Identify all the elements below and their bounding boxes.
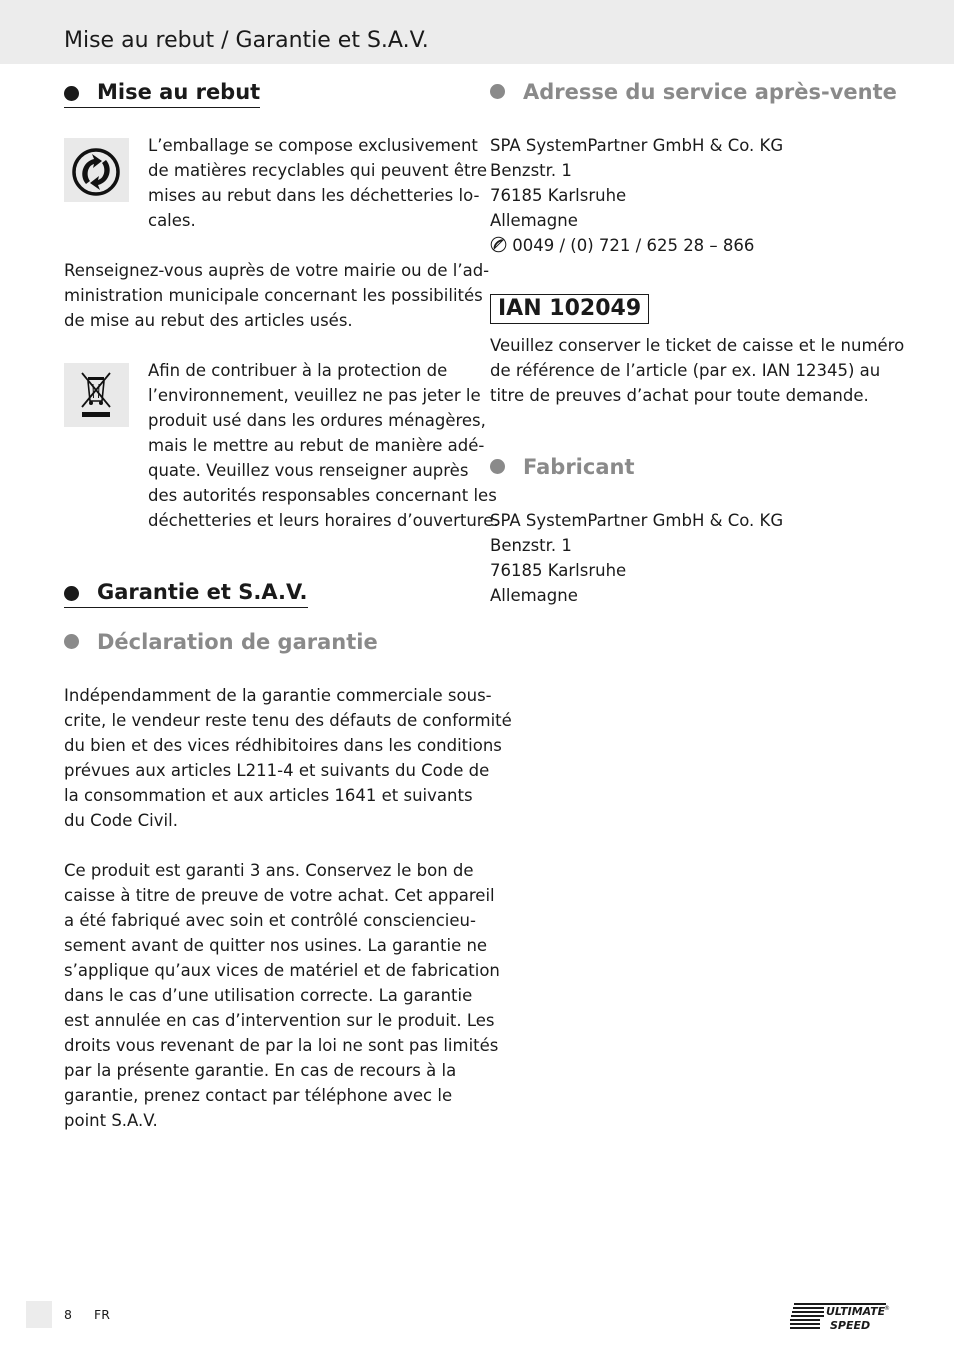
ian-label-box: IAN 102049 xyxy=(490,294,649,324)
subheading-bullet xyxy=(490,459,505,474)
warranty-heading xyxy=(64,580,308,608)
subheading-bullet xyxy=(490,84,505,99)
packaging-text: L’emballage se compose exclusivement de matières recyclables qui peuvent être mises au rebut dans les déchetteries lo- cales. xyxy=(148,136,488,230)
heading-bullet xyxy=(64,586,79,601)
recycle-icon-box xyxy=(64,138,129,202)
logo-registered-mark: ® xyxy=(884,1305,890,1312)
service-address-heading xyxy=(490,80,897,104)
service-phone: 0049 / (0) 721 / 625 28 – 866 xyxy=(512,236,755,255)
warranty-declaration-heading xyxy=(64,630,378,654)
manufacturer-heading-text: Fabricant xyxy=(523,455,635,479)
logo-word-ultimate: ULTIMATE xyxy=(826,1305,886,1318)
service-address: SPA SystemPartner GmbH & Co. KG Benzstr. 1 76185 Karlsruhe Allemagne 0049 / (0) 721 / 625 28 – 866 xyxy=(490,133,783,258)
warranty-para-2: Ce produit est garanti 3 ans. Conservez le bon de caisse à titre de preuve de votre achat. Cet appareil a été fabriqué avec soin et contrôlé consciencieu- sement avant de quitter nos usines. La garantie ne s’applique qu’aux vices de matériel et de fabrication dans le cas d’une utilisation correcte. La garantie est annulée en cas d’intervention sur le produit. Les droits vous revenant de par la loi ne sont pas limités par la présente garantie. En cas de recours à la garantie, prenez contact par téléphone avec le point S.A.V. xyxy=(64,861,500,1130)
page-title: Mise au rebut / Garantie et S.A.V. xyxy=(64,28,429,53)
subheading-bullet xyxy=(64,634,79,649)
warranty-heading-text: Garantie et S.A.V. xyxy=(97,580,308,604)
warranty-para-1: Indépendamment de la garantie commerciale sous- crite, le vendeur reste tenu des défauts de conformité du bien et des vices rédhibitoires dans les conditions prévues aux articles L211-4 et suivants du Code de la consommation et aux articles 1641 et suivants du Code Civil. xyxy=(64,686,512,830)
heading-bullet xyxy=(64,86,79,101)
disposal-heading xyxy=(64,80,260,108)
municipal-info-text: Renseignez-vous auprès de votre mairie ou de l’ad- ministration municipale concernant les possibilités de mise au rebut des articles usés. xyxy=(64,261,490,330)
language-code: FR xyxy=(94,1307,110,1322)
manufacturer-heading xyxy=(490,455,634,479)
ultimate-speed-logo xyxy=(790,1301,892,1333)
phone-icon xyxy=(490,236,507,253)
disposal-heading-text: Mise au rebut xyxy=(97,80,261,104)
service-phone-line xyxy=(490,233,783,258)
footer-tab-box xyxy=(26,1301,52,1328)
ian-note-text: Veuillez conserver le ticket de caisse et le numéro de référence de l’article (par ex. IAN 12345) au titre de preuves d’achat pour toute demande. xyxy=(490,336,905,405)
crossed-out-wheelie-bin-icon xyxy=(64,363,129,427)
logo-word-speed: SPEED xyxy=(830,1319,871,1332)
green-dot-recycling-icon xyxy=(64,138,129,202)
environment-text: Afin de contribuer à la protection de l’environnement, veuillez ne pas jeter le produit usé dans les ordures ménagères, mais le mettre au rebut de manière adé- quate. Veuillez vous renseigner auprès des autorités responsables concernant les déchetteries et leurs horaires d’ouverture. xyxy=(148,361,499,530)
weee-icon-box xyxy=(64,363,129,427)
page-number: 8 xyxy=(64,1307,72,1322)
service-address-heading-text: Adresse du service après-vente xyxy=(523,80,897,104)
warranty-declaration-text: Déclaration de garantie xyxy=(97,630,378,654)
manufacturer-address: SPA SystemPartner GmbH & Co. KG Benzstr. 1 76185 Karlsruhe Allemagne xyxy=(490,511,784,605)
